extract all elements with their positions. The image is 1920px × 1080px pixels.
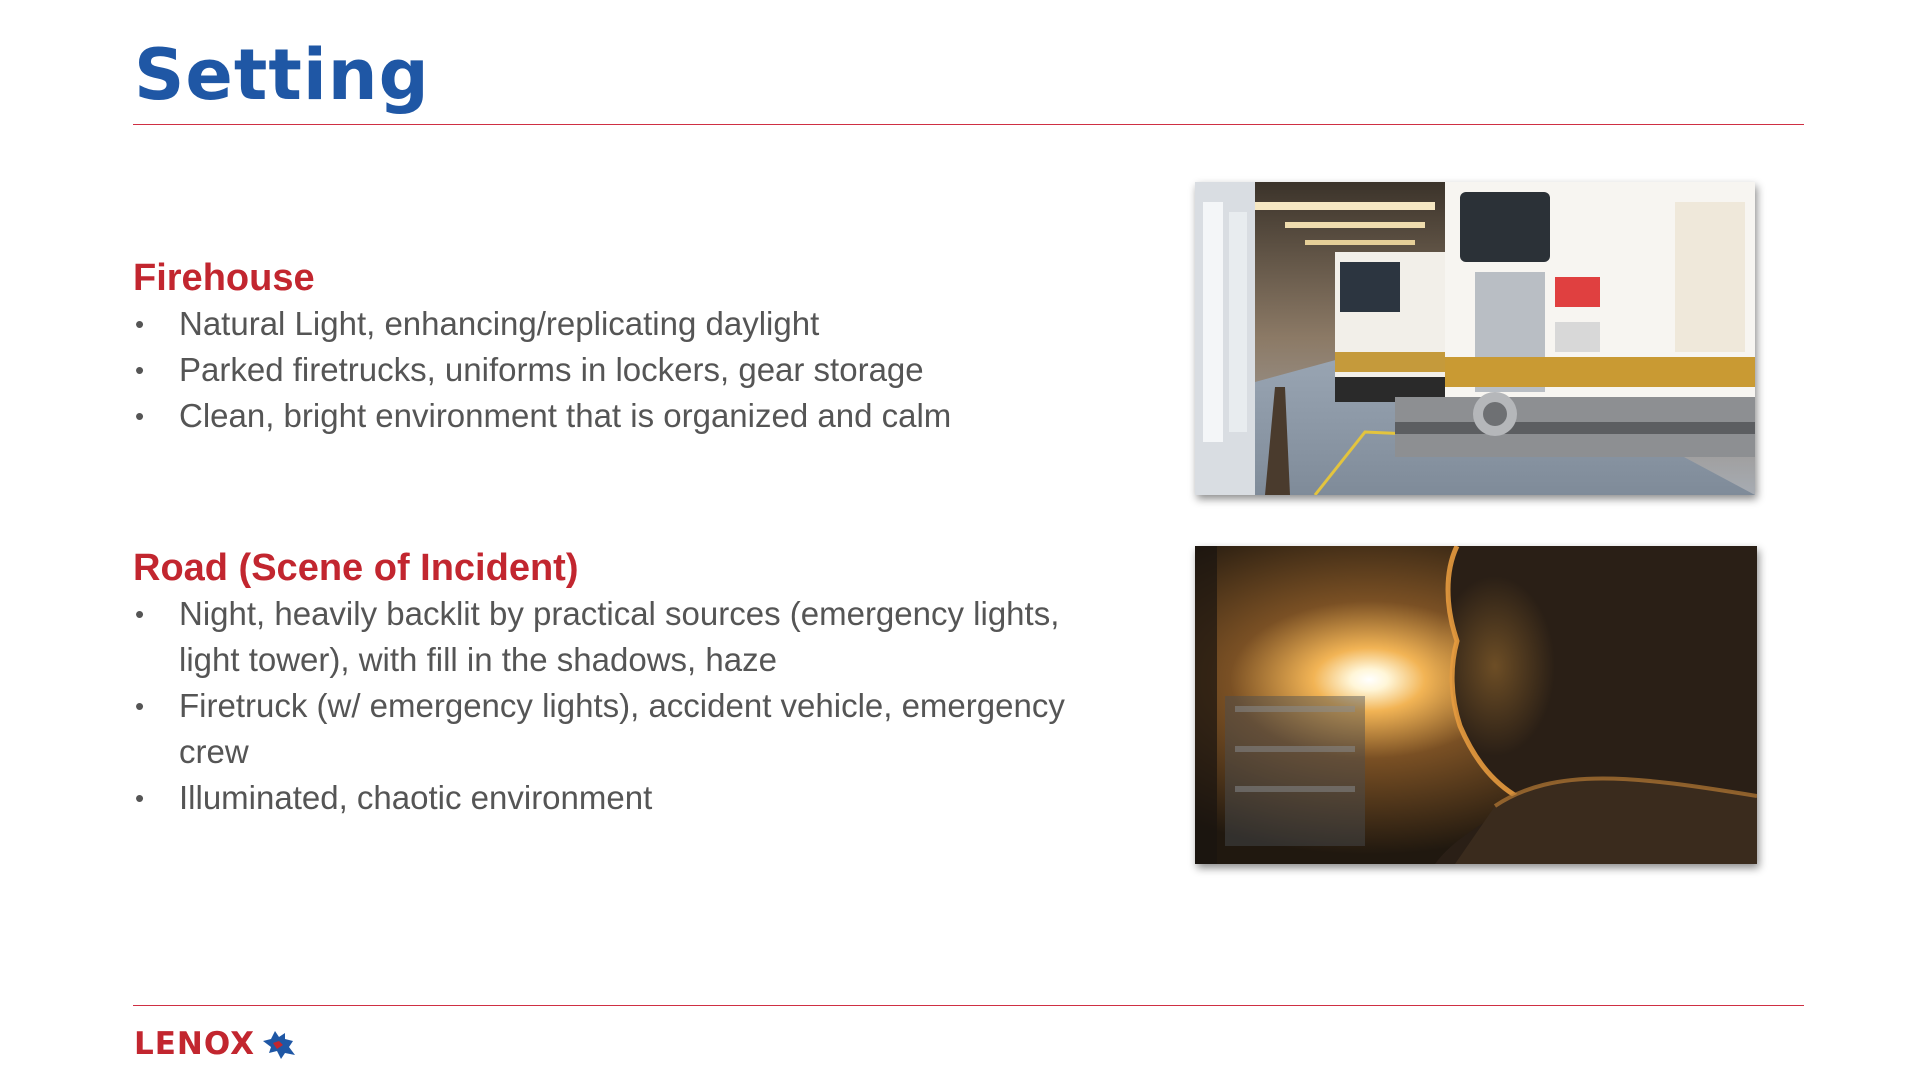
section-heading-firehouse: Firehouse: [133, 257, 315, 299]
bullet-dot-icon: •: [135, 355, 145, 385]
firehouse-photo: [1195, 182, 1755, 495]
section-heading-road: Road (Scene of Incident): [133, 547, 579, 589]
bullet-item: • Illuminated, chaotic environment: [133, 775, 1093, 821]
bullet-dot-icon: •: [135, 599, 145, 629]
bullet-dot-icon: •: [135, 401, 145, 431]
bullet-item: • Firetruck (w/ emergency lights), accident vehicle, emergency crew: [133, 683, 1093, 775]
firefighter-backlit-photo: [1195, 546, 1757, 864]
logo-wordmark: LENOX: [134, 1026, 256, 1062]
bullet-item: • Natural Light, enhancing/replicating daylight: [133, 301, 1093, 347]
bullet-dot-icon: •: [135, 309, 145, 339]
bullet-list-firehouse: [133, 301, 1093, 439]
lenox-logo: [134, 1026, 297, 1062]
bullet-dot-icon: •: [135, 783, 145, 813]
slide-title: Setting: [134, 34, 430, 116]
section-firehouse: [133, 255, 1093, 439]
bullet-list-road: [133, 591, 1093, 821]
bullet-item: • Night, heavily backlit by practical sources (emergency lights, light tower), with fill in the shadows, haze: [133, 591, 1093, 683]
section-road: [133, 545, 1093, 821]
title-divider: [133, 124, 1804, 125]
lenox-mascot-icon: [259, 1027, 297, 1061]
bullet-item: • Clean, bright environment that is organized and calm: [133, 393, 1093, 439]
footer-divider: [133, 1005, 1804, 1006]
firefighter-backlit-photo-icon: [1195, 546, 1757, 864]
bullet-item: • Parked firetrucks, uniforms in lockers, gear storage: [133, 347, 1093, 393]
firehouse-photo-icon: [1195, 182, 1755, 495]
bullet-dot-icon: •: [135, 691, 145, 721]
